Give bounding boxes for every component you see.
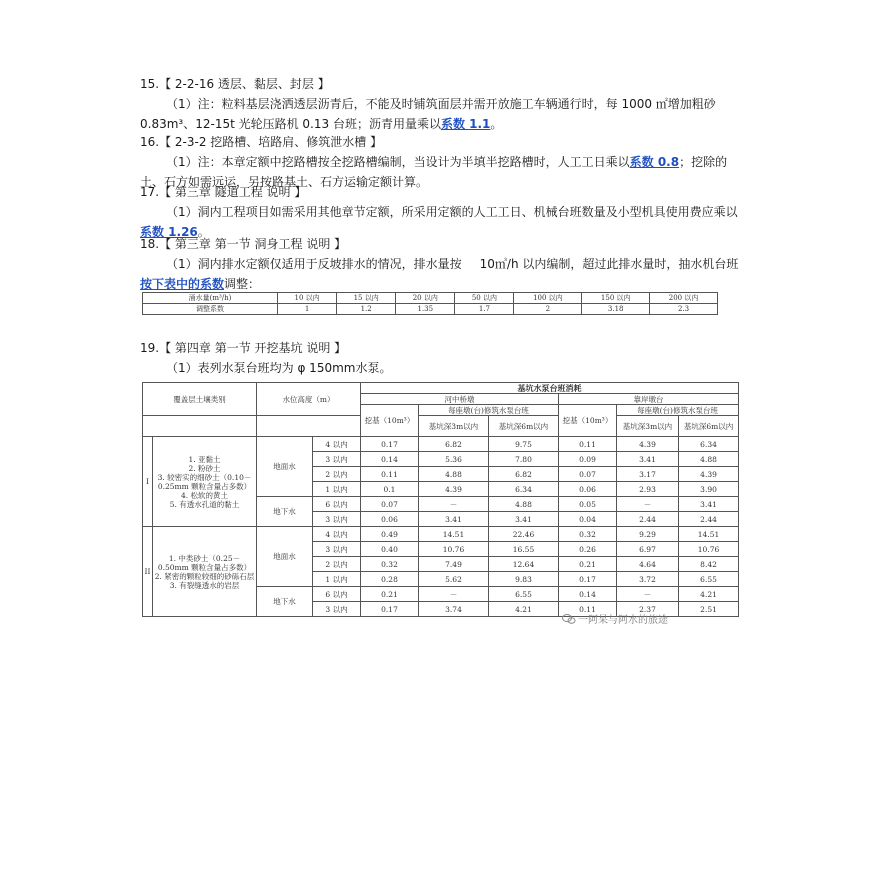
section-19-paragraph xyxy=(140,358,740,378)
header-pump-per-pier: 每座墩(台)修筑水泵台班 xyxy=(419,405,559,416)
section-16-text: （1）注：本章定额中挖路槽按全挖路槽编制，当设计为半填半挖路槽时，人工工日乘以 xyxy=(166,155,630,169)
water-type-ground: 地下水 xyxy=(257,587,313,617)
table-cell: 16.55 xyxy=(489,542,559,557)
watermark xyxy=(562,611,668,626)
section-16-text-end: ；挖除的土、石方如需远运，另按路基土、石方运输定额计算。 xyxy=(140,155,728,189)
table-cell: 1.35 xyxy=(396,304,455,315)
foundation-pump-table xyxy=(142,382,739,617)
column-header: 100 以内 xyxy=(514,293,582,304)
depth-cell: 4 以内 xyxy=(313,437,361,452)
header-pit-3m-shore: 基坑深3m以内 xyxy=(617,416,679,437)
table-cell: 0.11 xyxy=(361,467,419,482)
table-cell: 0.26 xyxy=(559,542,617,557)
section-18-text-mid: 10㎥/h 以内编制，超过此排水量时，抽水机台班 xyxy=(479,257,739,271)
table-cell: 5.62 xyxy=(419,572,489,587)
table-cell: 7.80 xyxy=(489,452,559,467)
section-16-heading: 16.【 2-3-2 挖路槽、培路肩、修筑泄水槽 】 xyxy=(140,135,383,149)
table-cell: 0.06 xyxy=(361,512,419,527)
table-cell: 6.34 xyxy=(679,437,739,452)
table-cell: 14.51 xyxy=(679,527,739,542)
table-cell: 4.21 xyxy=(679,587,739,602)
table-cell: 22.46 xyxy=(489,527,559,542)
table-cell: 8.42 xyxy=(679,557,739,572)
table-cell: 0.32 xyxy=(361,557,419,572)
table-cell: 0.07 xyxy=(361,497,419,512)
header-dig-river: 挖基（10m³） xyxy=(361,405,419,437)
table-cell: － xyxy=(617,497,679,512)
table-cell: 6.82 xyxy=(489,467,559,482)
column-header: 20 以内 xyxy=(396,293,455,304)
header-pit-6m-river: 基坑深6m以内 xyxy=(489,416,559,437)
watermark-text: 一阿呆与阿水的旅途 xyxy=(578,615,668,626)
table-cell: 0.06 xyxy=(559,482,617,497)
table-cell: 7.49 xyxy=(419,557,489,572)
table-cell: 0.14 xyxy=(559,587,617,602)
table-cell: － xyxy=(419,497,489,512)
section-18-text: （1）洞内排水定额仅适用于反坡排水的情况，排水量按 xyxy=(166,257,462,271)
depth-cell: 1 以内 xyxy=(313,482,361,497)
table-cell: 0.32 xyxy=(559,527,617,542)
depth-cell: 2 以内 xyxy=(313,557,361,572)
section-19-heading: 19.【 第四章 第一节 开挖基坑 说明 】 xyxy=(140,341,347,355)
column-header: 50 以内 xyxy=(455,293,514,304)
header-river-pier: 河中桥墩 xyxy=(361,394,559,405)
table-cell: 4.39 xyxy=(679,467,739,482)
table-cell: 0.04 xyxy=(559,512,617,527)
header-shore-pier: 靠岸墩台 xyxy=(559,394,739,405)
column-header: 200 以内 xyxy=(650,293,718,304)
table-cell: 10.76 xyxy=(419,542,489,557)
header-pit-3m-river: 基坑深3m以内 xyxy=(419,416,489,437)
soil-class-II: II xyxy=(143,527,153,617)
section-17-text: （1）洞内工程项目如需采用其他章节定额，所采用定额的人工工日、机械台班数量及小型机具使用费应乘以 xyxy=(166,205,738,219)
table-cell: 0.14 xyxy=(361,452,419,467)
column-header: 150 以内 xyxy=(582,293,650,304)
table-cell: 3.90 xyxy=(679,482,739,497)
table-cell: 0.17 xyxy=(559,572,617,587)
table-row xyxy=(143,304,718,315)
soil-description-I xyxy=(153,437,257,527)
section-19-text: （1）表列水泵台班均为 φ 150mm水泵。 xyxy=(166,361,392,375)
header-pump-per-shore: 每座墩(台)修筑水泵台班 xyxy=(617,405,739,416)
table-cell: 6.55 xyxy=(489,587,559,602)
header-water-depth: 水位高度（m） xyxy=(257,383,361,416)
depth-cell: 1 以内 xyxy=(313,572,361,587)
table-cell: 6.55 xyxy=(679,572,739,587)
table-cell: 12.64 xyxy=(489,557,559,572)
table-cell: 9.29 xyxy=(617,527,679,542)
header-soil-class: 覆盖层土壤类别 xyxy=(143,383,257,416)
table-cell: 6.34 xyxy=(489,482,559,497)
soil-desc-text: 1. 中类砂土（0.25－0.50mm 颗粒含量占多数） 2. 紧密的颗粒较细的砂砾石层 3. 有裂缝透水的岩层 xyxy=(154,553,255,590)
table-cell: 14.51 xyxy=(419,527,489,542)
row-header-flow: 涌水量(m³/h) xyxy=(143,293,278,304)
table-cell: 0.11 xyxy=(559,602,617,617)
water-type-ground: 地下水 xyxy=(257,497,313,527)
row-header-coefficient: 调整系数 xyxy=(143,304,278,315)
section-15-paragraph xyxy=(140,94,740,134)
table-row xyxy=(143,293,718,304)
table-cell: － xyxy=(617,587,679,602)
depth-cell: 3 以内 xyxy=(313,452,361,467)
coefficient-link-1-26[interactable]: 系数 1.26 xyxy=(140,225,198,239)
table-cell: 0.07 xyxy=(559,467,617,482)
pump-table-container xyxy=(142,382,738,636)
table-cell: 6.97 xyxy=(617,542,679,557)
table-cell: 4.88 xyxy=(489,497,559,512)
table-cell: 3.41 xyxy=(679,497,739,512)
table-cell: 3.18 xyxy=(582,304,650,315)
table-cell: 0.28 xyxy=(361,572,419,587)
column-header: 15 以内 xyxy=(337,293,396,304)
table-cell: 3.74 xyxy=(419,602,489,617)
table-cell: 4.64 xyxy=(617,557,679,572)
water-type-surface: 地面水 xyxy=(257,527,313,587)
table-cell: 0.11 xyxy=(559,437,617,452)
section-15-text: （1）注：粒料基层浇洒透层沥青后，不能及时铺筑面层并需开放施工车辆通行时，每 1000 ㎡增加粗砂 0.83m³、12-15t 光轮压路机 0.13 台班；沥青用量乘以 xyxy=(140,97,716,131)
depth-cell: 6 以内 xyxy=(313,497,361,512)
section-15-text-end: 。 xyxy=(490,117,503,131)
drainage-coefficient-table xyxy=(142,292,718,315)
table-cell: 4.21 xyxy=(489,602,559,617)
section-18-text-end: 调整： xyxy=(224,277,261,291)
depth-cell: 2 以内 xyxy=(313,467,361,482)
section-18-heading: 18.【 第三章 第一节 洞身工程 说明 】 xyxy=(140,237,347,251)
table-cell: 2.37 xyxy=(617,602,679,617)
table-cell: 0.21 xyxy=(361,587,419,602)
coefficient-link-0-8[interactable]: 系数 0.8 xyxy=(629,155,680,169)
table-cell: 2.3 xyxy=(650,304,718,315)
table-row xyxy=(143,383,739,394)
table-cell: 0.21 xyxy=(559,557,617,572)
table-cell: 10.76 xyxy=(679,542,739,557)
table-cell: 3.72 xyxy=(617,572,679,587)
table-cell: 0.05 xyxy=(559,497,617,512)
column-header: 10 以内 xyxy=(278,293,337,304)
coefficient-link-1-1[interactable]: 系数 1.1 xyxy=(440,117,491,131)
depth-cell: 3 以内 xyxy=(313,542,361,557)
table-cell: 0.1 xyxy=(361,482,419,497)
table-title: 基坑水泵台班消耗 xyxy=(361,383,739,394)
table-cell: 3.41 xyxy=(419,512,489,527)
table-cell: 3.41 xyxy=(489,512,559,527)
depth-cell: 3 以内 xyxy=(313,512,361,527)
table-cell: 0.09 xyxy=(559,452,617,467)
table-cell: 3.41 xyxy=(617,452,679,467)
table-cell: 0.17 xyxy=(361,602,419,617)
table-cell: 2.44 xyxy=(617,512,679,527)
table-cell: 1 xyxy=(278,304,337,315)
depth-cell: 6 以内 xyxy=(313,587,361,602)
table-cell: 5.36 xyxy=(419,452,489,467)
table-cell: 9.75 xyxy=(489,437,559,452)
table-cell: 4.39 xyxy=(617,437,679,452)
depth-cell: 3 以内 xyxy=(313,602,361,617)
table-cell: 4.88 xyxy=(679,452,739,467)
table-cell: 6.82 xyxy=(419,437,489,452)
section-17-heading: 17.【 第三章 隧道工程 说明 】 xyxy=(140,185,307,199)
table-row xyxy=(143,527,739,542)
table-cell: 4.88 xyxy=(419,467,489,482)
table-cell: 1.7 xyxy=(455,304,514,315)
table-cell: 0.49 xyxy=(361,527,419,542)
water-type-surface: 地面水 xyxy=(257,437,313,497)
table-cell: 0.17 xyxy=(361,437,419,452)
table-cell: 4.39 xyxy=(419,482,489,497)
header-pit-6m-shore: 基坑深6m以内 xyxy=(679,416,739,437)
soil-desc-text: 1. 亚黏土 2. 粉砂土 3. 较密实的细砂土（0.10－0.25mm 颗粒含量占多数） 4. 松软的黄土 5. 有透水孔道的黏土 xyxy=(157,454,252,509)
header-dig-shore: 挖基（10m³） xyxy=(559,405,617,437)
table-row xyxy=(143,437,739,452)
table-cell: 2.51 xyxy=(679,602,739,617)
header-blank xyxy=(257,416,361,437)
header-blank xyxy=(143,416,257,437)
coefficient-table-link[interactable]: 按下表中的系数 xyxy=(140,277,225,291)
table-cell: 9.83 xyxy=(489,572,559,587)
section-18-paragraph xyxy=(140,254,740,294)
soil-description-II xyxy=(153,527,257,617)
table-cell: 3.17 xyxy=(617,467,679,482)
table-cell: 2.44 xyxy=(679,512,739,527)
section-17-text-end: 。 xyxy=(197,225,210,239)
table-cell: 2 xyxy=(514,304,582,315)
table-row xyxy=(143,416,739,437)
table-cell: 1.2 xyxy=(337,304,396,315)
table-cell: － xyxy=(419,587,489,602)
depth-cell: 4 以内 xyxy=(313,527,361,542)
table-cell: 0.40 xyxy=(361,542,419,557)
soil-class-I: I xyxy=(143,437,153,527)
table-cell: 2.93 xyxy=(617,482,679,497)
wechat-icon xyxy=(562,614,576,624)
section-15-heading: 15.【 2-2-16 透层、黏层、封层 】 xyxy=(140,77,330,91)
